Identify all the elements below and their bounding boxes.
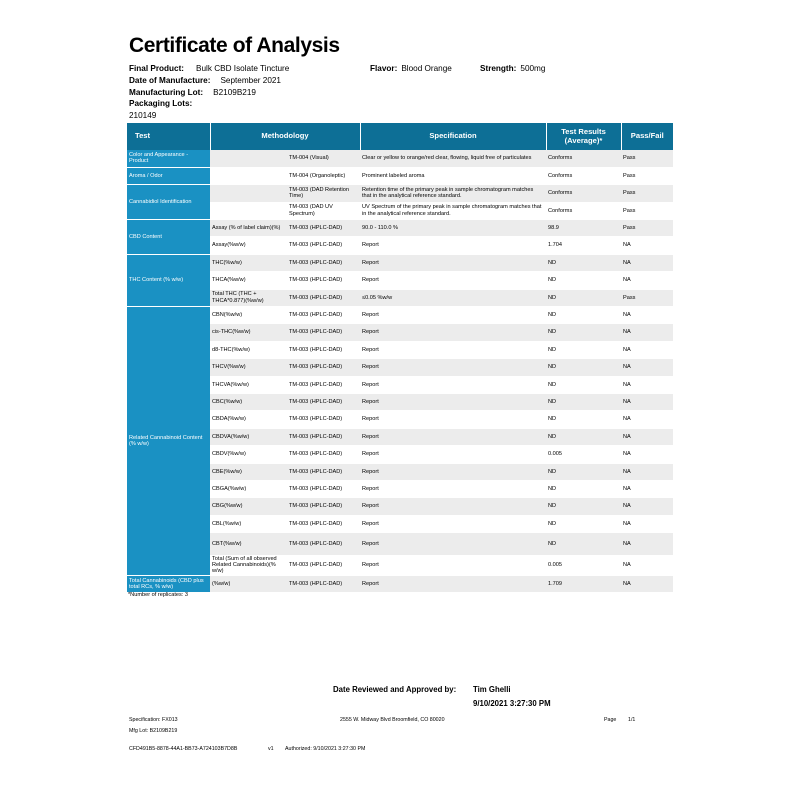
method-cell: TM-003 (HPLC-DAD) [287,463,360,480]
method-cell: TM-003 (HPLC-DAD) [287,237,360,254]
analyte-cell [210,150,287,167]
specification-cell: Report [360,555,546,575]
footer-page-value: 1/1 [628,717,636,723]
analyte-cell: d8-THC(%w/w) [210,341,287,358]
specification-cell: Report [360,575,546,592]
flavor-label: Flavor: [370,64,398,73]
table-row [127,185,673,202]
result-cell: Conforms [546,150,621,167]
pass-fail-cell: Pass [621,167,673,184]
result-cell: 1.709 [546,575,621,592]
result-cell: ND [546,341,621,358]
date-of-manufacture-value: September 2021 [220,76,281,85]
result-cell: ND [546,376,621,393]
footer-specification: Specification: FX013 [129,717,178,723]
result-cell: ND [546,393,621,410]
method-cell: TM-003 (HPLC-DAD) [287,341,360,358]
specification-cell: Report [360,254,546,271]
header-test-results: Test Results (Average)* [546,123,621,150]
flavor-value: Blood Orange [401,64,452,73]
category-cell: Total Cannabinoids (CBD plus total RCs, % w/w) [127,575,210,592]
header-test: Test [127,123,210,150]
specification-cell: Report [360,272,546,289]
approval-label: Date Reviewed and Approved by: [333,685,457,694]
method-cell: TM-003 (DAD UV Spectrum) [287,202,360,219]
method-cell: TM-003 (HPLC-DAD) [287,480,360,497]
analyte-cell: CBDV(%w/w) [210,446,287,463]
manufacturing-lot-value: B2109B219 [213,88,256,97]
method-cell: TM-003 (HPLC-DAD) [287,376,360,393]
result-cell: 0.005 [546,555,621,575]
table-row [127,575,673,592]
pass-fail-cell: NA [621,254,673,271]
category-cell: THC Content (% w/w) [127,254,210,306]
analyte-cell: THC(%w/w) [210,254,287,271]
specification-cell: ≤0.05 %w/w [360,289,546,306]
result-cell: 0.005 [546,446,621,463]
specification-cell: Report [360,359,546,376]
footer-address: 2555 W. Midway Blvd Broomfield, CO 80020 [340,717,445,723]
table-header-row [127,123,673,150]
method-cell: TM-003 (HPLC-DAD) [287,446,360,463]
table-row [127,220,673,237]
result-cell: ND [546,324,621,341]
header-methodology: Methodology [210,123,360,150]
analyte-cell: Total (Sum of all observed Related Cannabinoids)(% w/w) [210,555,287,575]
specification-cell: Report [360,393,546,410]
pass-fail-cell: NA [621,272,673,289]
pass-fail-cell: NA [621,515,673,532]
result-cell: ND [546,480,621,497]
pass-fail-cell: Pass [621,185,673,202]
table-row [127,254,673,271]
analyte-cell: THCVA(%w/w) [210,376,287,393]
specification-cell: Report [360,411,546,428]
category-cell: Related Cannabinoid Content (% w/w) [127,307,210,576]
specification-cell: Report [360,237,546,254]
footer-doc-id: CFD491B5-8878-44A1-BB73-A724103B7D8B [129,746,238,752]
analyte-cell: CBN(%w/w) [210,307,287,324]
final-product-value: Bulk CBD Isolate Tincture [196,64,290,73]
pass-fail-cell: NA [621,498,673,515]
result-cell: ND [546,272,621,289]
analyte-cell [210,185,287,202]
method-cell: TM-003 (HPLC-DAD) [287,254,360,271]
table-body [127,150,673,593]
result-cell: ND [546,411,621,428]
pass-fail-cell: Pass [621,150,673,167]
analyte-cell: Assay(%w/w) [210,237,287,254]
method-cell: TM-003 (HPLC-DAD) [287,555,360,575]
pass-fail-cell: NA [621,428,673,445]
header-specification: Specification [360,123,546,150]
method-cell: TM-003 (HPLC-DAD) [287,289,360,306]
analyte-cell: CBE(%w/w) [210,463,287,480]
method-cell: TM-003 (HPLC-DAD) [287,272,360,289]
analyte-cell: CBL(%w/w) [210,515,287,532]
specification-cell: Report [360,480,546,497]
specification-cell: Report [360,498,546,515]
strength-line [480,64,545,73]
specification-cell: Report [360,307,546,324]
table-row [127,307,673,324]
category-cell: Aroma / Odor [127,167,210,184]
result-cell: Conforms [546,167,621,184]
result-cell: ND [546,359,621,376]
result-cell: ND [546,515,621,532]
method-cell: TM-003 (DAD Retention Time) [287,185,360,202]
pass-fail-cell: NA [621,359,673,376]
analyte-cell [210,167,287,184]
specification-cell: Report [360,515,546,532]
header-pass-fail: Pass/Fail [621,123,673,150]
document-title: Certificate of Analysis [129,34,340,57]
final-product-label: Final Product: [129,64,185,73]
analyte-cell: CBT(%w/w) [210,533,287,556]
analyte-cell: Assay (% of label claim)(%) [210,220,287,237]
analyte-cell: CBDVA(%w/w) [210,428,287,445]
analyte-cell: THCA(%w/w) [210,272,287,289]
pass-fail-cell: NA [621,446,673,463]
result-cell: ND [546,533,621,556]
specification-cell: Prominent labeled aroma [360,167,546,184]
pass-fail-cell: NA [621,411,673,428]
category-cell: CBD Content [127,220,210,255]
pass-fail-cell: NA [621,575,673,592]
method-cell: TM-003 (HPLC-DAD) [287,220,360,237]
pass-fail-cell: NA [621,463,673,480]
pass-fail-cell: NA [621,307,673,324]
specification-cell: UV Spectrum of the primary peak in sample chromatogram matches that in the analytical reference standard. [360,202,546,219]
specification-cell: Report [360,428,546,445]
method-cell: TM-003 (HPLC-DAD) [287,411,360,428]
result-cell: ND [546,463,621,480]
footer-authorized: Authorized: 9/10/2021 3:27:30 PM [285,746,366,752]
analyte-cell: cis-THC(%w/w) [210,324,287,341]
pass-fail-cell: Pass [621,202,673,219]
pass-fail-cell: NA [621,555,673,575]
method-cell: TM-003 (HPLC-DAD) [287,428,360,445]
replicates-note: *Number of replicates: 3 [128,592,189,598]
specification-cell: Report [360,376,546,393]
pass-fail-cell: NA [621,533,673,556]
final-product-line [129,64,289,73]
analyte-cell: CBDA(%w/w) [210,411,287,428]
footer-page-label: Page [604,717,617,723]
analyte-cell: CBGA(%w/w) [210,480,287,497]
result-cell: Conforms [546,202,621,219]
strength-value: 500mg [520,64,546,73]
packaging-lots-label: Packaging Lots: [129,99,193,108]
result-cell: ND [546,428,621,445]
result-cell: ND [546,254,621,271]
table-row [127,150,673,167]
analyte-cell: THCV(%w/w) [210,359,287,376]
footer-version: v1 [268,746,274,752]
date-of-manufacture-line [129,76,281,85]
packaging-lots-value: 210149 [129,111,157,120]
analyte-cell: CBC(%w/w) [210,393,287,410]
specification-cell: Report [360,533,546,556]
method-cell: TM-003 (HPLC-DAD) [287,393,360,410]
category-cell: Color and Appearance - Product [127,150,210,167]
method-cell: TM-003 (HPLC-DAD) [287,359,360,376]
specification-cell: Report [360,446,546,463]
footer-mfg-lot: Mfg Lot: B2109B219 [129,728,178,734]
method-cell: TM-003 (HPLC-DAD) [287,307,360,324]
specification-cell: Retention time of the primary peak in sample chromatogram matches that in the analytical reference standard. [360,185,546,202]
analyte-cell: CBG(%w/w) [210,498,287,515]
pass-fail-cell: NA [621,341,673,358]
pass-fail-cell: NA [621,237,673,254]
analyte-cell: (%w/w) [210,575,287,592]
approver-name: Tim Ghelli [473,685,511,694]
result-cell: ND [546,307,621,324]
method-cell: TM-003 (HPLC-DAD) [287,575,360,592]
result-cell: Conforms [546,185,621,202]
approval-datetime: 9/10/2021 3:27:30 PM [473,699,551,708]
method-cell: TM-004 (Visual) [287,150,360,167]
packaging-lots-line [129,99,192,108]
pass-fail-cell: NA [621,480,673,497]
manufacturing-lot-line [129,88,256,97]
specification-cell: Report [360,463,546,480]
pass-fail-cell: NA [621,324,673,341]
analyte-cell: Total THC (THC + THCA*0.877)(%w/w) [210,289,287,306]
specification-cell: 90.0 - 110.0 % [360,220,546,237]
strength-label: Strength: [480,64,517,73]
method-cell: TM-003 (HPLC-DAD) [287,515,360,532]
method-cell: TM-004 (Organoleptic) [287,167,360,184]
pass-fail-cell: Pass [621,220,673,237]
pass-fail-cell: Pass [621,289,673,306]
result-cell: ND [546,498,621,515]
result-cell: 98.9 [546,220,621,237]
result-cell: ND [546,289,621,306]
specification-cell: Report [360,341,546,358]
pass-fail-cell: NA [621,376,673,393]
results-table [127,123,673,593]
method-cell: TM-003 (HPLC-DAD) [287,533,360,556]
result-cell: 1.704 [546,237,621,254]
method-cell: TM-003 (HPLC-DAD) [287,498,360,515]
specification-cell: Report [360,324,546,341]
date-of-manufacture-label: Date of Manufacture: [129,76,211,85]
manufacturing-lot-label: Manufacturing Lot: [129,88,204,97]
method-cell: TM-003 (HPLC-DAD) [287,324,360,341]
pass-fail-cell: NA [621,393,673,410]
analyte-cell [210,202,287,219]
category-cell: Cannabidiol Identification [127,185,210,220]
specification-cell: Clear or yellow to orange/red clear, flowing, liquid free of particulates [360,150,546,167]
flavor-line [370,64,452,73]
table-row [127,167,673,184]
